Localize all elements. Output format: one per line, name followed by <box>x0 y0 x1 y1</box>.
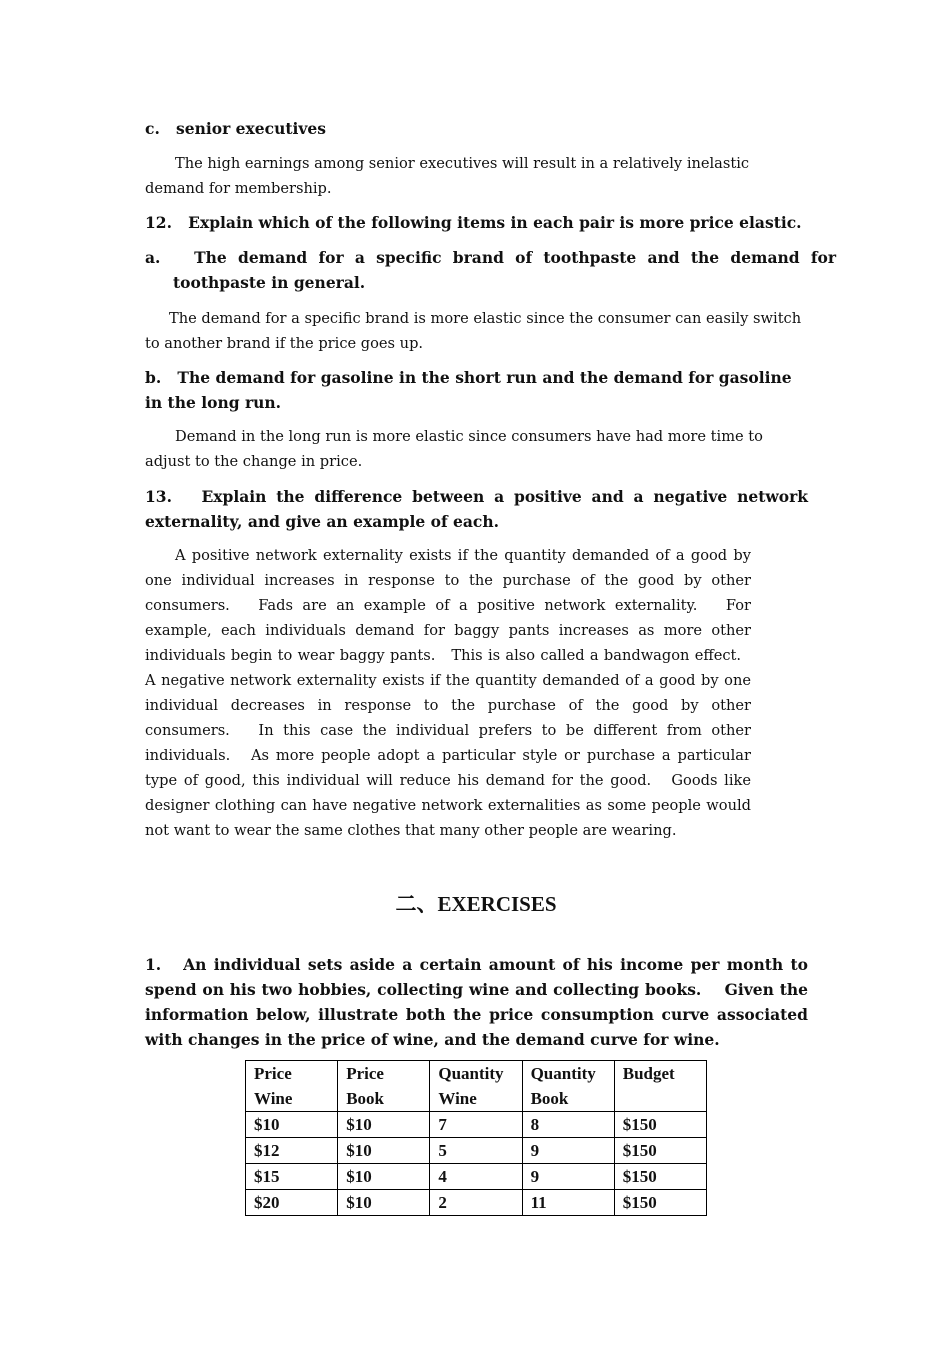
table-cell: $12 <box>246 1138 338 1164</box>
table-cell: $15 <box>246 1164 338 1190</box>
table-cell: 8 <box>522 1112 614 1138</box>
table-cell: 9 <box>522 1164 614 1190</box>
table-cell: 4 <box>430 1164 522 1190</box>
q12a-heading: a. The demand for a specific brand of toothpaste and the demand for toothpaste in general. <box>145 248 836 292</box>
section-heading: 二、EXERCISES <box>395 892 557 916</box>
table-cell: 9 <box>522 1138 614 1164</box>
q11c-answer: The high earnings among senior executives will result in a relatively inelastic demand for membership. <box>145 155 750 197</box>
header-budget: Budget <box>614 1061 706 1112</box>
header-quantity-book: Quantity Book <box>522 1061 614 1112</box>
table-cell: $150 <box>614 1112 706 1138</box>
q11c-heading: c. senior executives <box>145 119 326 138</box>
table-cell: $150 <box>614 1164 706 1190</box>
table-cell: $10 <box>338 1112 430 1138</box>
q13-answer: A positive network externality exists if the quantity demanded of a good by one individual increases in response to the purchase of the good by other consumers. Fads are an example of a positive network externality. For example, each individuals demand for baggy pants increases as more other individuals begin to wear baggy pants. This is also called a bandwagon effect. A negative network externality exists if the quantity demanded of a good by one individual decreases in response to the purchase of the good by other consumers. In this case the individual prefers to be different from other individuals. As more people adopt a particular style or purchase a particular type of good, this individual will reduce his demand for the good. Goods like designer clothing can have negative network externalities as some people would not want to wear the same clothes that many other people are wearing. <box>145 547 751 839</box>
table-row <box>246 1164 707 1190</box>
q12a-answer: The demand for a specific brand is more elastic since the consumer can easily switch to another brand if the price goes up. <box>145 310 802 352</box>
q12b-heading: b. The demand for gasoline in the short run and the demand for gasoline in the long run. <box>145 368 792 412</box>
table-cell: $10 <box>338 1164 430 1190</box>
table-cell: $10 <box>338 1138 430 1164</box>
table-row <box>246 1138 707 1164</box>
table-header-row <box>246 1061 707 1112</box>
table-cell: $150 <box>614 1138 706 1164</box>
table-cell: 11 <box>522 1190 614 1216</box>
table-row <box>246 1112 707 1138</box>
table-cell: $20 <box>246 1190 338 1216</box>
table-cell: 7 <box>430 1112 522 1138</box>
header-price-book: Price Book <box>338 1061 430 1112</box>
table-cell: $10 <box>246 1112 338 1138</box>
header-quantity-wine: Quantity Wine <box>430 1061 522 1112</box>
q12b-answer: Demand in the long run is more elastic since consumers have had more time to adjust to the change in price. <box>145 428 763 470</box>
table-cell: $150 <box>614 1190 706 1216</box>
table-cell: 5 <box>430 1138 522 1164</box>
q12-heading: 12. Explain which of the following items in each pair is more price elastic. <box>145 213 802 232</box>
header-price-wine: Price Wine <box>246 1061 338 1112</box>
data-table <box>245 1060 707 1216</box>
table-cell: 2 <box>430 1190 522 1216</box>
exercise-1-heading: 1. An individual sets aside a certain amount of his income per month to spend on his two hobbies, collecting wine and collecting books. Given the information below, illustrate both the price consumption curve associated with changes in the price of wine, and the demand curve for wine. <box>145 955 808 1049</box>
table-row <box>246 1190 707 1216</box>
table-cell: $10 <box>338 1190 430 1216</box>
q13-heading: 13. Explain the difference between a positive and a negative network externality, and give an example of each. <box>145 487 808 531</box>
